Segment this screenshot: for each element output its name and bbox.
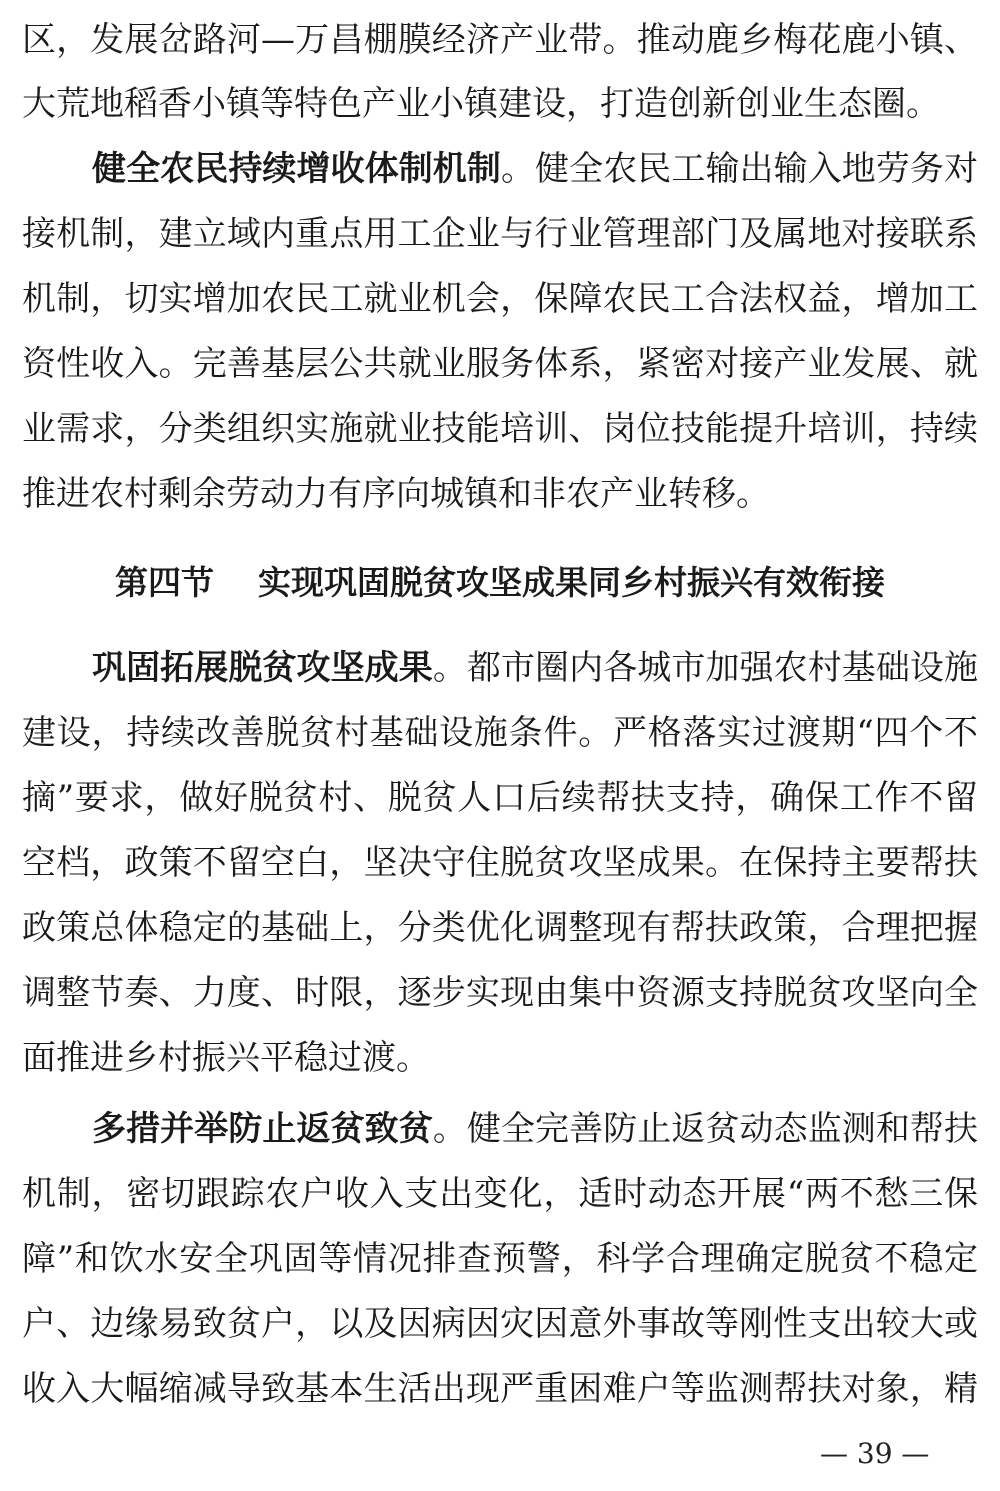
- text-line: 面推进乡村振兴平稳过渡。: [22, 1038, 430, 1078]
- text-line: 摘”要求，做好脱贫村、脱贫人口后续帮扶支持，确保工作不留: [22, 778, 978, 818]
- page-number: — 39 —: [820, 1437, 930, 1470]
- section-title: 实现巩固脱贫攻坚成果同乡村振兴有效衔接: [258, 563, 885, 602]
- text-line: 机制，密切跟踪农户收入支出变化，适时动态开展“两不愁三保: [22, 1174, 978, 1214]
- paragraph-first-line: [22, 648, 978, 688]
- text-line: 大荒地稻香小镇等特色产业小镇建设，打造创新创业生态圈。: [22, 84, 940, 124]
- text-line: 业需求，分类组织实施就业技能培训、岗位技能提升培训，持续: [22, 409, 978, 449]
- text-line: 空档，政策不留空白，坚决守住脱贫攻坚成果。在保持主要帮扶: [22, 843, 978, 883]
- text-line: 区，发展岔路河—万昌棚膜经济产业带。推动鹿乡梅花鹿小镇、: [22, 20, 978, 60]
- text-line: 建设，持续改善脱贫村基础设施条件。严格落实过渡期“四个不: [22, 713, 978, 753]
- text-line: 机制，切实增加农民工就业机会，保障农民工合法权益，增加工: [22, 279, 978, 319]
- text-line: 资性收入。完善基层公共就业服务体系，紧密对接产业发展、就: [22, 344, 978, 384]
- paragraph-text: 。健全农民工输出输入地劳务对: [500, 149, 979, 189]
- text-line: 收入大幅缩减导致基本生活出现严重困难户等监测帮扶对象，精: [22, 1369, 978, 1409]
- paragraph-first-line: [22, 149, 978, 189]
- text-line: 障”和饮水安全巩固等情况排查预警，科学合理确定脱贫不稳定: [22, 1239, 978, 1279]
- text-line: 政策总体稳定的基础上，分类优化调整现有帮扶政策，合理把握: [22, 908, 978, 948]
- paragraph-text: 。都市圈内各城市加强农村基础设施: [432, 648, 979, 688]
- paragraph-lead: 巩固拓展脱贫攻坚成果: [92, 648, 433, 688]
- text-line: 户、边缘易致贫户，以及因病因灾因意外事故等刚性支出较大或: [22, 1304, 978, 1344]
- text-line: 调整节奏、力度、时限，逐步实现由集中资源支持脱贫攻坚向全: [22, 973, 978, 1013]
- paragraph-lead: 多措并举防止返贫致贫: [92, 1109, 433, 1149]
- paragraph-first-line: [22, 1109, 978, 1149]
- paragraph-lead: 健全农民持续增收体制机制: [92, 149, 501, 189]
- paragraph-text: 。健全完善防止返贫动态监测和帮扶: [432, 1109, 979, 1149]
- section-number: 第四节: [115, 563, 214, 602]
- text-line: 接机制，建立域内重点用工企业与行业管理部门及属地对接联系: [22, 214, 978, 254]
- text-line: 推进农村剩余劳动力有序向城镇和非农产业转移。: [22, 474, 770, 514]
- section-heading: [22, 563, 978, 603]
